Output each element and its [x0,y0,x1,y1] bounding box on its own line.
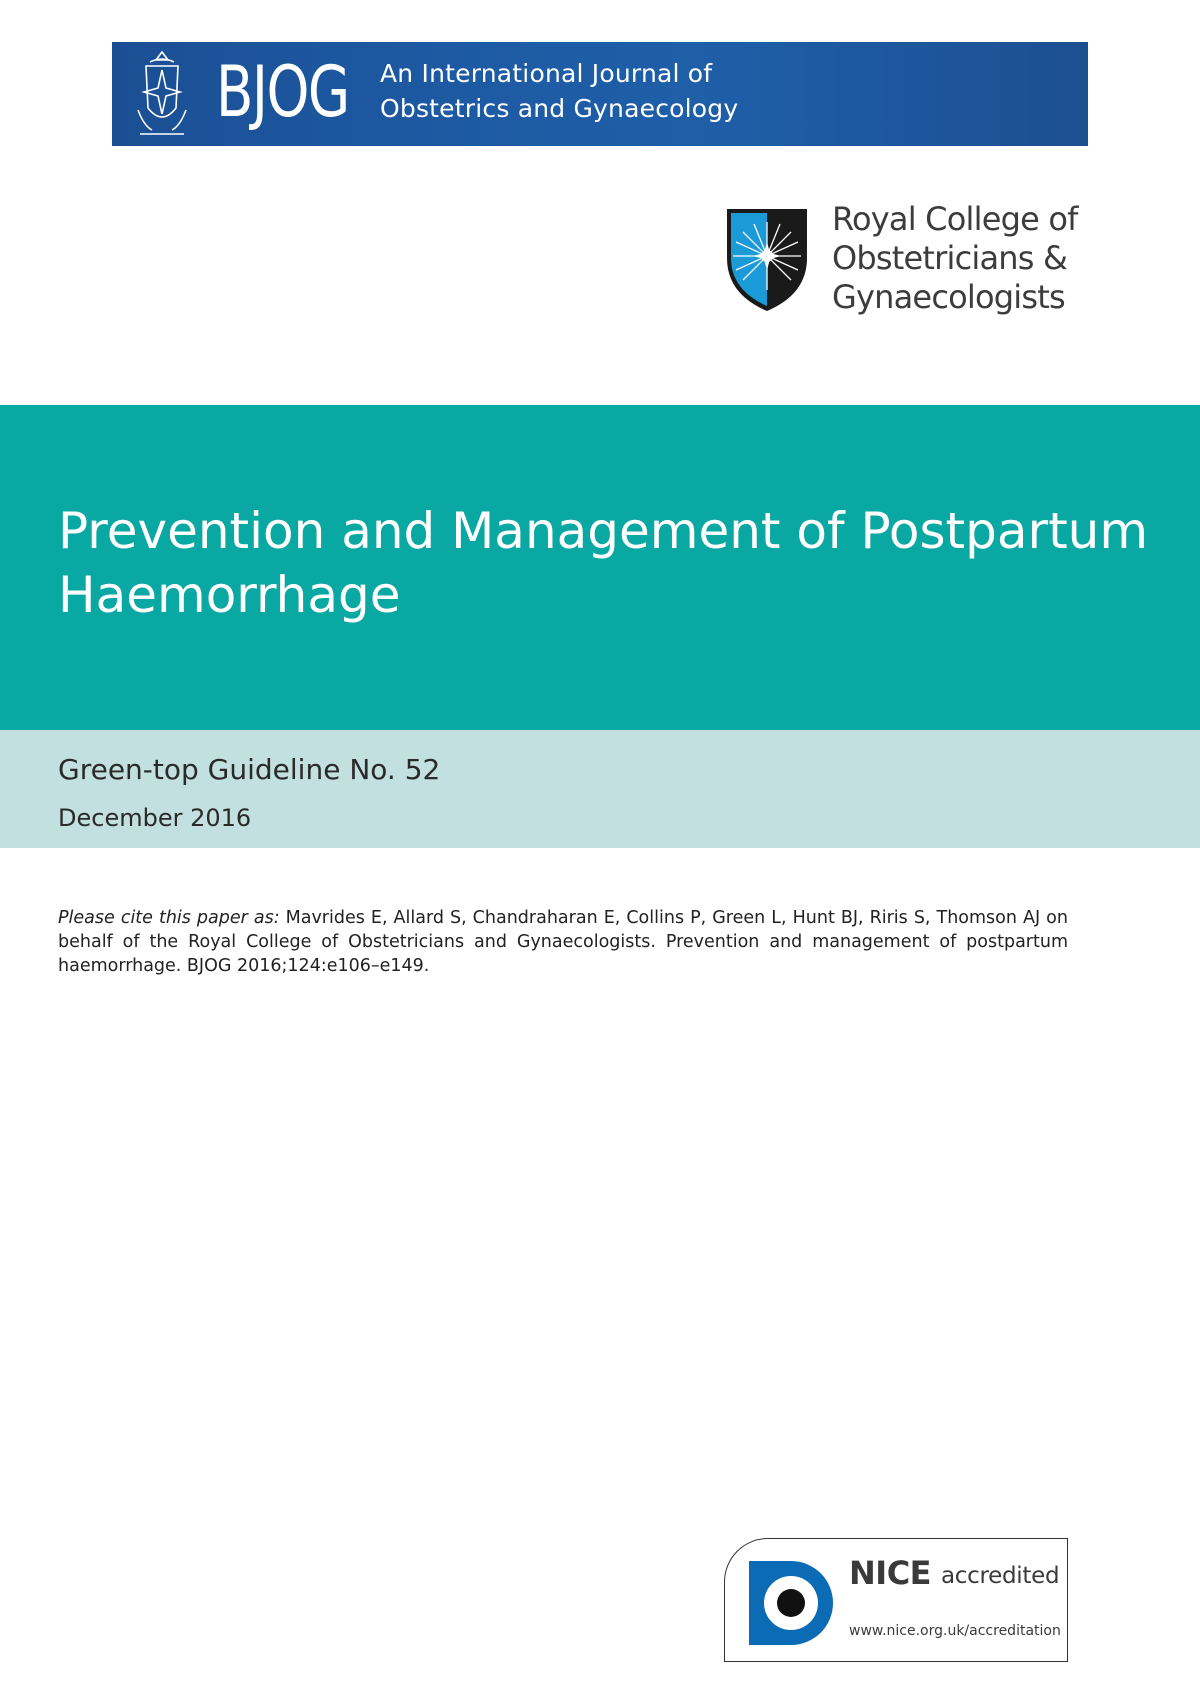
document-title-line1: Prevention and Management of Postpartum [58,502,1149,560]
title-band [0,405,1200,730]
journal-subtitle-line2: Obstetrics and Gynaecology [380,94,739,123]
nice-accredited-badge [724,1538,1068,1662]
bjog-banner [112,42,1088,146]
rcog-name-line2: Obstetricians & [832,239,1068,277]
guideline-number: Green-top Guideline No. 52 [58,753,441,786]
rcog-name [832,200,1078,317]
guideline-date: December 2016 [58,804,252,832]
document-title [58,499,1158,627]
citation-lead: Please cite this paper as: [58,908,280,928]
journal-subtitle-line1: An International Journal of [380,59,713,88]
rcog-name-line1: Royal College of [832,200,1078,238]
nice-url: www.nice.org.uk/accreditation [849,1623,1061,1639]
rcog-shield-icon [724,206,810,314]
nice-logo-icon [739,1553,839,1653]
rcog-logo [724,200,1104,330]
citation [58,906,1068,978]
bjog-crest-icon [130,48,194,140]
nice-brand: NICE [849,1554,932,1592]
bjog-wordmark: BJOG [216,51,349,133]
nice-accredited-label: accredited [941,1563,1060,1589]
guideline-band [0,730,1200,848]
document-title-line2: Haemorrhage [58,566,401,624]
rcog-name-line3: Gynaecologists [832,278,1065,316]
journal-subtitle [380,56,738,126]
citation-text: Mavrides E, Allard S, Chandraharan E, Collins P, Green L, Hunt BJ, Riris S, Thomson AJ on behalf of the Royal College of Obstetricians and Gynaecologists. Prevention and management of postpartum haemorrhage. BJOG 2016;124:e106–e149. [58,908,1068,976]
